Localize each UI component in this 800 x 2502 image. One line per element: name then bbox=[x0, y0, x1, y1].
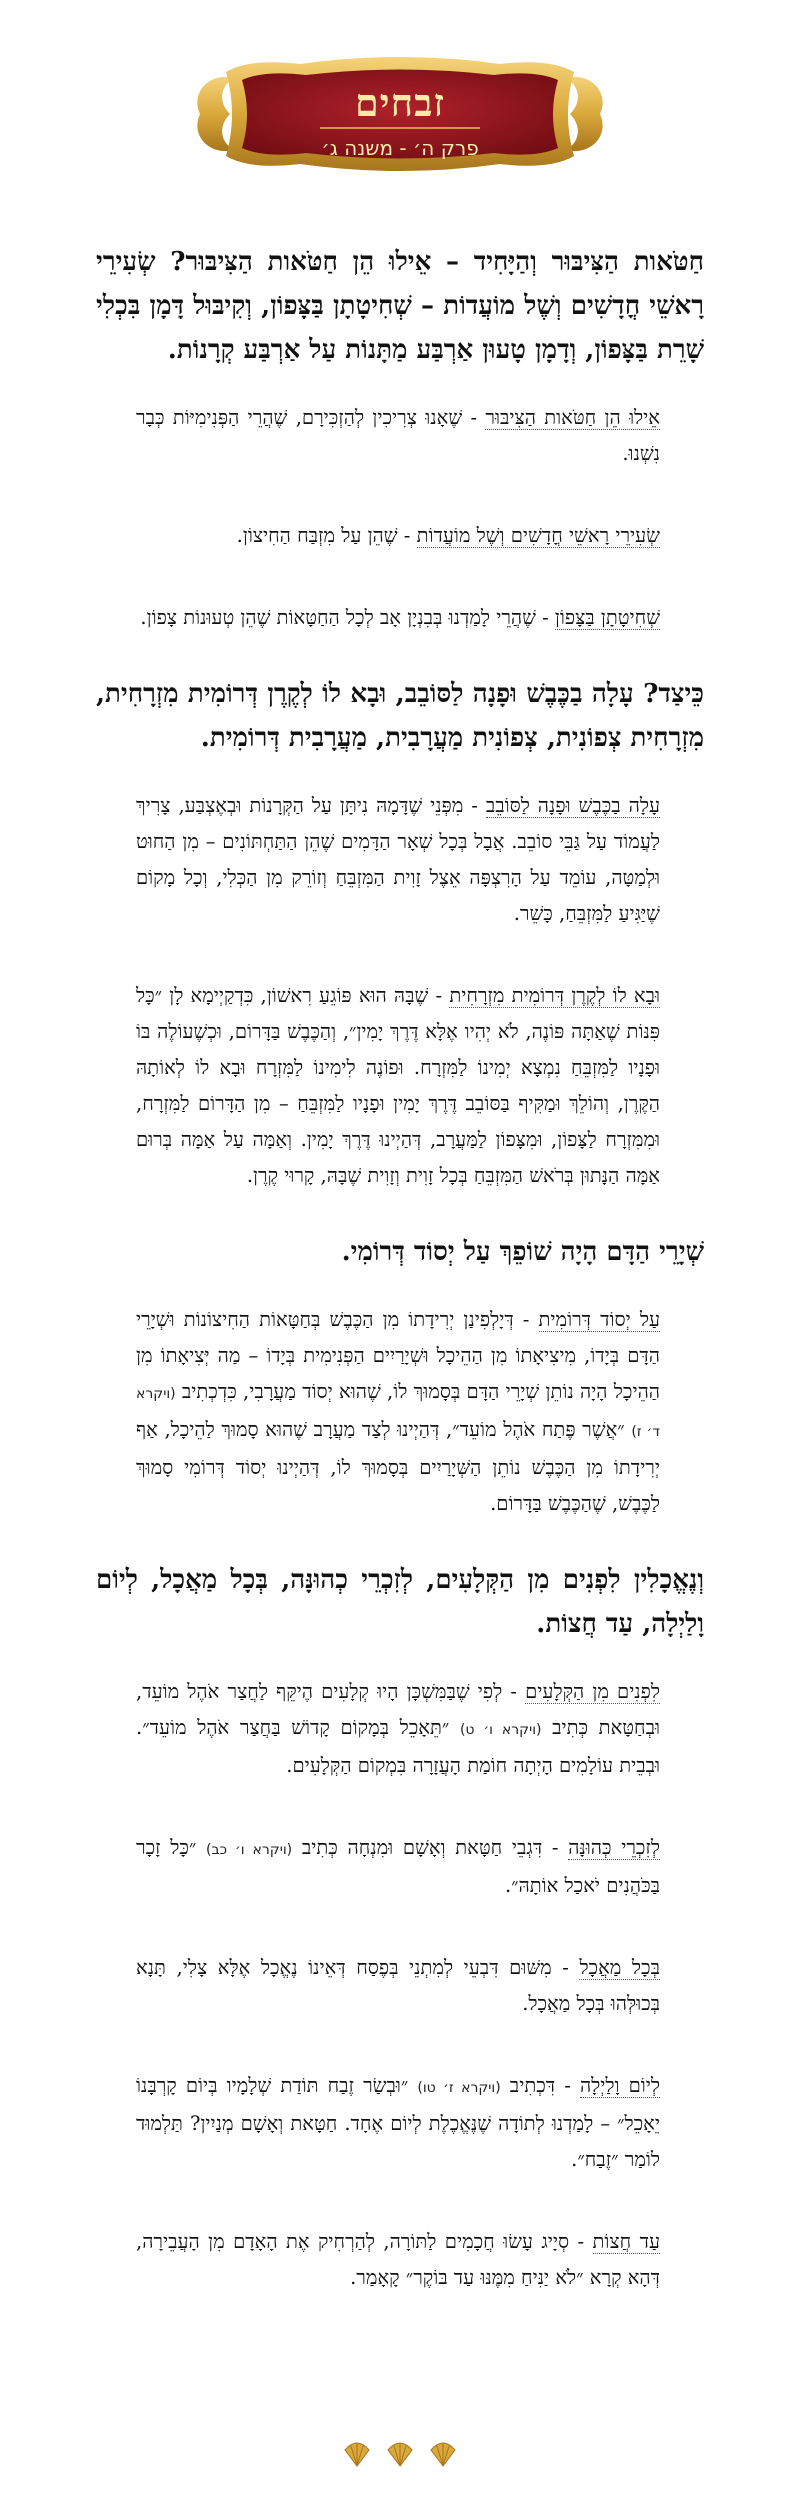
commentary-term: בְּכָל מַאֲכָל bbox=[579, 1956, 660, 1979]
commentary-text: - דִּגְבֵי חַטָּאת וְאָשָׁם וּמִנְחָה כְּתִיב bbox=[292, 1836, 569, 1859]
commentary-term: וּבָא לוֹ לְקֶרֶן דְּרוֹמִית מִזְרָחִית bbox=[449, 984, 660, 1007]
commentary-block bbox=[122, 508, 678, 564]
commentary-term: עַל יְסוֹד דְּרוֹמִית bbox=[538, 1308, 660, 1331]
footer-ornament bbox=[0, 2440, 800, 2472]
commentary-text: - דִּכְתִיב bbox=[500, 2074, 580, 2097]
mishna-text: וְנֶאֱכָלִין לִפְנִים מִן הַקְּלָעִים, לְזִכְרֵי כְהוּנָּה, בְּכָל מַאֲכָל, לְיוֹם וָלַיְלָה, עַד חֲצוֹת. bbox=[96, 1565, 704, 1639]
shell-icon bbox=[385, 2440, 415, 2468]
commentary-text: - לְפִי שֶׁבַּמִּשְׁכָּן הָיוּ קְלָעִים הֶיקֵּף לַחֲצַר אֹהֶל מוֹעֵד, וּבְחַטָּאת כְּתִיב bbox=[136, 1680, 660, 1739]
commentary-block bbox=[122, 2058, 678, 2188]
mishna-text: שְׁיָרֵי הַדָּם הָיָה שׁוֹפֵךְ עַל יְסוֹד דְּרוֹמִי. bbox=[341, 1237, 704, 1267]
commentary-text: - סְיָיג עָשׂוּ חֲכָמִים לַתּוֹרָה, לְהַרְחִיק אֶת הָאָדָם מִן הָעֲבֵירָה, דְּהָא קְרָא ״לֹא יַנִּיחַ מִמֶּנּוּ עַד בּוֹקֶר״ קָאָמַר. bbox=[136, 2230, 660, 2289]
commentary-text: ״תֵּאָכֵל בְּמָקוֹם קָדוֹשׁ בַּחֲצַר אֹהֶל מוֹעֵד״. וּבְבֵית עוֹלָמִים הָיְתָה חוֹמַת הָעֲזָרָה בִּמְקוֹם הַקְּלָעִים. bbox=[136, 1716, 660, 1777]
commentary-block bbox=[122, 1664, 678, 1794]
commentary-block bbox=[122, 590, 678, 646]
commentary-block bbox=[122, 2214, 678, 2306]
commentary-text: - שֶׁהֲרֵי לָמַדְנוּ בְּבִנְיָן אָב לְכָל הַחַטָּאוֹת שֶׁהֵן טְעוּנוֹת צָפוֹן. bbox=[140, 606, 555, 629]
commentary-term: שְׁחִיטָתָן בַּצָּפוֹן bbox=[554, 606, 660, 629]
commentary-block bbox=[122, 1940, 678, 2032]
verse-reference: (ויקרא ד׳ ז) bbox=[136, 1386, 660, 1440]
commentary-text: ״כָּל זָכָר בַּכֹּהֲנִים יֹאכַל אוֹתָהּ״. bbox=[136, 1836, 660, 1897]
commentary-block bbox=[122, 1292, 678, 1532]
mishna-text: חַטֹּאות הַצִּיבּוּר וְהַיָּחִיד – אֵילוּ הֵן חַטֹּאות הַצִּיבּוּר? שְׂעִירֵי רָאשֵׁי חֳדָשִׁים וְשֶׁל מוֹעֲדוֹת – שְׁחִיטָתָן בַּצָּפוֹן, וְקִיבּוּל דָּמָן בִּכְלִי שָׁרֵת בַּצָּפוֹן, וְדָמָן טָעוּן אַרְבַּע מַתָּנוֹת עַל אַרְבַּע קְרָנוֹת. bbox=[96, 247, 704, 365]
commentary-block bbox=[122, 1820, 678, 1914]
commentary-block bbox=[122, 968, 678, 1204]
commentary-text: - שֶׁבָּהּ הוּא פּוֹגֵעַ רִאשׁוֹן, כִּדְקַיְימָא לָן ״כָּל פִּנּוֹת שֶׁאַתָּה פּוֹנֶה, לֹא יְהִיו אֶלָּא דֶּרֶךְ יָמִין״, וְהַכֶּבֶשׁ בַּדָּרוֹם, וּכְשֶׁעוֹלֶה בּוֹ וּפָנָיו לַמִּזְבֵּחַ נִמְצָא יְמִינוֹ לַמִּזְרָח. וּפוֹנֶה לִימִינוֹ לַמִּזְרָח וּבָא לוֹ לְאוֹתָהּ הַקֶּרֶן, וְהוֹלֵךְ וּמַקִּיף בַּסּוֹבֵב דֶּרֶךְ יָמִין וּפָנָיו לַמִּזְבֵּחַ – מִן הַדָּרוֹם לַמִּזְרָח, וּמִמִּזְרָח לַצָּפוֹן, וּמִצָּפוֹן לַמַּעֲרָב, דְּהַיְינוּ דֶּרֶךְ יָמִין. וְאַמָּה עַל אַמָּה בְּרוּם אַמָּה הַנָּתוּן בְּרֹאשׁ הַמִּזְבֵּחַ בְּכָל זָוִית וְזָוִית שֶׁבָּהּ, קָרוּי קֶרֶן. bbox=[136, 984, 660, 1187]
verse-reference: (ויקרא ו׳ ט) bbox=[459, 1722, 542, 1738]
commentary-block bbox=[122, 390, 678, 482]
chapter-mishna-subtitle: פרק ה׳ - משנה ג׳ bbox=[321, 136, 479, 160]
commentary-term: עַד חֲצוֹת bbox=[592, 2230, 660, 2253]
shell-icon bbox=[342, 2440, 372, 2468]
commentary-text: ״וּבְשַׂר זֶבַח תּוֹדַת שְׁלָמָיו בְּיוֹם קָרְבָּנוֹ יֵאָכֵל״ – לָמַדְנוּ לְתוֹדָה שֶׁנֶּאֱכֶלֶת לְיוֹם אֶחָד. חַטָּאת וְאָשָׁם מְנַיִין? תַּלְמוּד לוֹמַר ״זֶבַח״. bbox=[136, 2074, 660, 2171]
commentary-term: לִפְנִים מִן הַקְּלָעִים bbox=[525, 1680, 660, 1703]
verse-reference: (ויקרא ז׳ טו) bbox=[417, 2080, 501, 2096]
mishna-text: כֵּיצַד? עָלָה בַכֶּבֶשׁ וּפָנָה לַסּוֹבֵב, וּבָא לוֹ לְקֶרֶן דְּרוֹמִית מִזְרָחִית, מִזְרָחִית צְפוֹנִית, צְפוֹנִית מַעֲרָבִית, מַעֲרָבִית דְּרוֹמִית. bbox=[96, 679, 704, 753]
commentary-text: - שֶׁהֵן עַל מִזְבַּח הַחִיצוֹן. bbox=[236, 524, 417, 547]
commentary-text: ״אֲשֶׁר פֶּתַח אֹהֶל מוֹעֵד״, דְּהַיְינוּ לְצַד מַעֲרָב שֶׁהוּא סָמוּךְ לַהֵיכָל, אַף יְרִידָתוֹ מִן הַכֶּבֶשׁ נוֹתֵן הַשְּׁיָרַיִים בְּסָמוּךְ לוֹ, דְּהַיְינוּ יְסוֹד דְּרוֹמִי סָמוּךְ לַכֶּבֶשׁ, שֶׁהַכֶּבֶשׁ בַּדָּרוֹם. bbox=[136, 1418, 660, 1515]
content-column bbox=[96, 240, 704, 2332]
commentary-text: - שֶׁאָנוּ צְרִיכִין לְהַזְכִּירָם, שֶׁהֲרֵי הַפְּנִימִיּוֹת כְּבָר נִשְׁנוּ. bbox=[136, 406, 660, 465]
shell-icon bbox=[428, 2440, 458, 2468]
commentary-term: עָלָה בַכֶּבֶשׁ וּפָנָה לַסּוֹבֵב bbox=[485, 794, 660, 817]
commentary-text: - מִפְּנֵי שֶׁדָּמָהּ נִיתָּן עַל הַקְּרָנוֹת וּבְאֶצְבַּע, צָרִיךְ לַעֲמוֹד עַל גַּבֵּי סוֹבֵב. אֲבָל בְּכָל שְׁאָר הַדָּמִים שֶׁהֵן הַתַּחְתּוֹנִים – מִן הַחוּט וּלְמַטָּה, עוֹמֵד עַל הָרִצְפָּה אֵצֶל זָוִית הַמִּזְבֵּחַ וְזוֹרֵק מִן הַכְּלִי, וְכָל מָקוֹם שֶׁיַּגִּיעַ לַמִּזְבֵּחַ, כָּשֵׁר. bbox=[136, 794, 660, 925]
tractate-title: זבחים bbox=[354, 80, 446, 125]
commentary-term: לְיוֹם וָלַיְלָה bbox=[579, 2074, 660, 2097]
commentary-text: - מִשּׁוּם דִּבְעֵי לְמִתְנֵי בְּפֶסַח דְּאֵינוֹ נֶאֱכָל אֶלָּא צָלִי, תָּנָא בְּכוּלְּהוּ בְּכָל מַאֲכָל. bbox=[136, 1956, 660, 2015]
title-banner bbox=[190, 52, 610, 176]
commentary-term: אֵילוּ הֵן חַטֹּאות הַצִּיבּוּר bbox=[485, 406, 660, 429]
commentary-text: - דְּיָלְפִינַן יְרִידָתוֹ מִן הַכֶּבֶשׁ בְּחַטָּאוֹת הַחִיצוֹנוֹת וּשְׁיָרֵי הַדָּם בְּיָדוֹ, מִיצִיאָתוֹ מִן הַהֵיכָל וּשְׁיָרַיִים הַפְּנִימִית בְּיָדוֹ – מַה יְּצִיאָתוֹ מִן הַהֵיכָל הָיָה נוֹתֵן שְׁיָרֵי הַדָּם בְּסָמוּךְ לוֹ, שֶׁהוּא יְסוֹד מַעֲרָבִי, כִּדְכְתִיב bbox=[136, 1308, 660, 1403]
verse-reference: (ויקרא ו׳ כב) bbox=[206, 1842, 293, 1858]
commentary-block bbox=[122, 778, 678, 942]
commentary-term: לְזִכְרֵי כְּהוּנָּה bbox=[568, 1836, 660, 1859]
commentary-term: שְׂעִירֵי רָאשֵׁי חֳדָשִׁים וְשֶׁל מוֹעֲדוֹת bbox=[416, 524, 660, 547]
